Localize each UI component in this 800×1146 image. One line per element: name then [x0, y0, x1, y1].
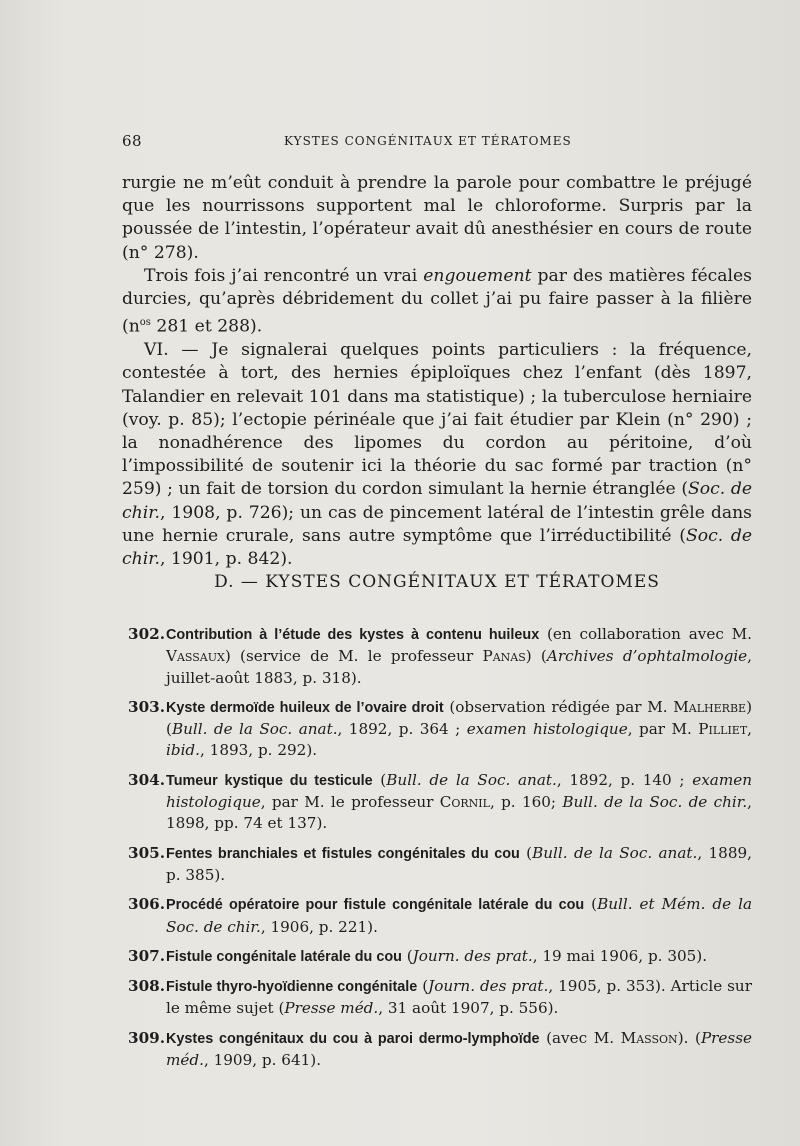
paragraph-3-text-b: , 1908, p. 726); un cas de pincement latéral de l’intestin grêle dans une hernie crurale, sans autre symptôme que l’irréductibilité (: [122, 502, 752, 546]
entry-text: , 1906, p. 221).: [260, 917, 378, 936]
entry-text: , juillet-août 1883, p. 318).: [166, 647, 752, 687]
entry-text: ) (: [166, 697, 753, 739]
list-item: [122, 1028, 752, 1072]
paragraph-2-emphasis: engouement: [423, 265, 532, 286]
paragraph-3-citation-2: Soc. de chir.: [122, 525, 752, 569]
entry-text: ) (service de M. le professeur: [224, 647, 483, 666]
journal-title: Archives d’ophtalmologie: [546, 647, 748, 666]
entry-text: (: [401, 946, 413, 965]
journal-title: ibid.: [166, 741, 200, 760]
entry-number: 303.: [128, 697, 165, 716]
entry-title: Kystes congénitaux du cou à paroi dermo-lymphoïde: [166, 1030, 540, 1047]
entry-title: Procédé opératoire pour fistule congénitale latérale du cou: [166, 897, 585, 914]
author-name: Pilliet: [698, 720, 748, 739]
paragraph-2-superscript: os: [139, 317, 151, 329]
entry-number: 307.: [128, 946, 165, 965]
journal-title: Bull. de la Soc. anat.: [386, 770, 557, 789]
paragraph-2-text-b: par des matières fécales durcies, qu’après débridement du collet j’ai pu faire passer à la filière (n: [122, 265, 752, 337]
entry-text: (: [519, 843, 533, 862]
entry-number: 306.: [128, 895, 165, 914]
entry-text: , 1909, p. 641).: [203, 1051, 322, 1070]
entry-text: ). (: [677, 1028, 701, 1047]
entry-text: , 31 août 1907, p. 556).: [378, 999, 559, 1018]
entry-text: , 1892, p. 364 ;: [337, 720, 467, 739]
entry-title: Fistule thyro-hyoïdienne congénitale: [166, 979, 418, 996]
entry-number: 305.: [128, 843, 165, 862]
author-name: Malherbe: [673, 697, 747, 716]
entry-text: (: [584, 895, 598, 914]
page-number: 68: [122, 132, 143, 150]
paragraph-1-text: rurgie ne m’eût conduit à prendre la parole pour combattre le préjugé que les nourrissons supportent mal le chloroforme. Surpris par la poussée de l’intestin, l’opérateur avait dû anesthésier en cours de route (n° 278).: [122, 173, 752, 263]
entry-text: , 1905, p. 353). Article sur le même sujet (: [166, 977, 752, 1018]
body-text: [122, 172, 752, 571]
paragraph-2-text-a: Trois fois j’ai rencontré un vrai: [144, 265, 424, 286]
entry-text: , par M.: [627, 720, 699, 739]
list-item: [122, 946, 752, 968]
running-title: KYSTES CONGÉNITAUX ET TÉRATOMES: [284, 134, 572, 148]
journal-title: examen histologique: [166, 770, 752, 812]
bibliography-list: [122, 624, 752, 1079]
section-heading: D. — KYSTES CONGÉNITAUX ET TÉRATOMES: [214, 572, 660, 592]
page-header: [122, 132, 752, 154]
entry-text: ) (: [525, 647, 547, 666]
list-item: [122, 624, 752, 689]
paragraph-2-text-c: 281 et 288).: [150, 316, 263, 337]
journal-title: Bull. de la Soc. anat.: [532, 843, 698, 862]
entry-title: Tumeur kystique du testicule: [166, 772, 373, 789]
list-item: [122, 894, 752, 938]
journal-title: Presse méd.: [166, 1028, 752, 1070]
entry-text: ,: [747, 720, 752, 739]
entry-text: (en collaboration avec M.: [539, 625, 752, 643]
list-item: [122, 770, 752, 835]
journal-title: Bull. et Mém. de la Soc. de chir.: [166, 895, 752, 936]
journal-title: Bull. de la Soc. de chir.: [562, 793, 748, 812]
entry-number: 308.: [128, 977, 165, 996]
paragraph-3-text-c: , 1901, p. 842).: [159, 548, 293, 569]
paragraph-1: [122, 172, 752, 265]
entry-number: 304.: [128, 770, 165, 789]
entry-text: (: [417, 977, 429, 996]
journal-title: Journ. des prat.: [428, 977, 549, 996]
author-name: Cornil: [439, 793, 490, 812]
author-name: Panas: [482, 647, 526, 666]
entry-title: Fentes branchiales et fistules congénitales du cou: [166, 845, 520, 862]
entry-text: , p. 160;: [489, 793, 563, 812]
entry-title: Contribution à l’étude des kystes à contenu huileux: [166, 627, 540, 643]
entry-number: 302.: [128, 625, 165, 643]
entry-text: , 1898, pp. 74 et 137).: [166, 793, 752, 833]
journal-title: Bull. de la Soc. anat.: [171, 720, 338, 739]
entry-text: , 19 mai 1906, p. 305).: [532, 946, 708, 965]
entry-text: , 1893, p. 292).: [200, 741, 318, 760]
entry-text: (: [372, 770, 387, 789]
entry-text: (avec M.: [539, 1028, 621, 1047]
author-name: Vassaux: [166, 647, 225, 666]
journal-title: Journ. des prat.: [412, 946, 533, 965]
paragraph-3-text-a: VI. — Je signalerai quelques points particuliers : la fréquence, contestée à tort, des hernies épiploïques chez l’enfant (dès 1897, Talandier en relevait 101 dans ma statistique) ; la tuberculose herniaire (voy. p. 85); l’ectopie périnéale que j’ai fait étudier par Klein (n° 290) ; la nonadhérence des lipomes du cordon au péritoine, d’où l’impossibilité de soutenir ici la théorie du sac formé par traction (n° 259) ; un fait de torsion du cordon simulant la hernie étranglée (: [122, 340, 752, 500]
list-item: [122, 843, 752, 887]
list-item: [122, 976, 752, 1020]
journal-title: examen histologique: [466, 720, 628, 739]
entry-text: , 1889, p. 385).: [166, 843, 753, 884]
entry-text: , par M. le professeur: [260, 793, 440, 812]
entry-title: Fistule congénitale latérale du cou: [166, 948, 402, 965]
paragraph-3: [122, 339, 752, 571]
entry-title: Kyste dermoïde huileux de l’ovaire droit: [166, 699, 444, 716]
entry-text: (observation rédigée par M.: [443, 697, 674, 716]
paragraph-2: [122, 265, 752, 339]
journal-title: Presse méd.: [284, 999, 379, 1018]
author-name: Masson: [620, 1028, 678, 1047]
paragraph-3-citation-1: Soc. de chir.: [122, 479, 753, 523]
entry-number: 309.: [128, 1028, 165, 1047]
entry-text: , 1892, p. 140 ;: [556, 770, 693, 789]
list-item: [122, 697, 752, 762]
